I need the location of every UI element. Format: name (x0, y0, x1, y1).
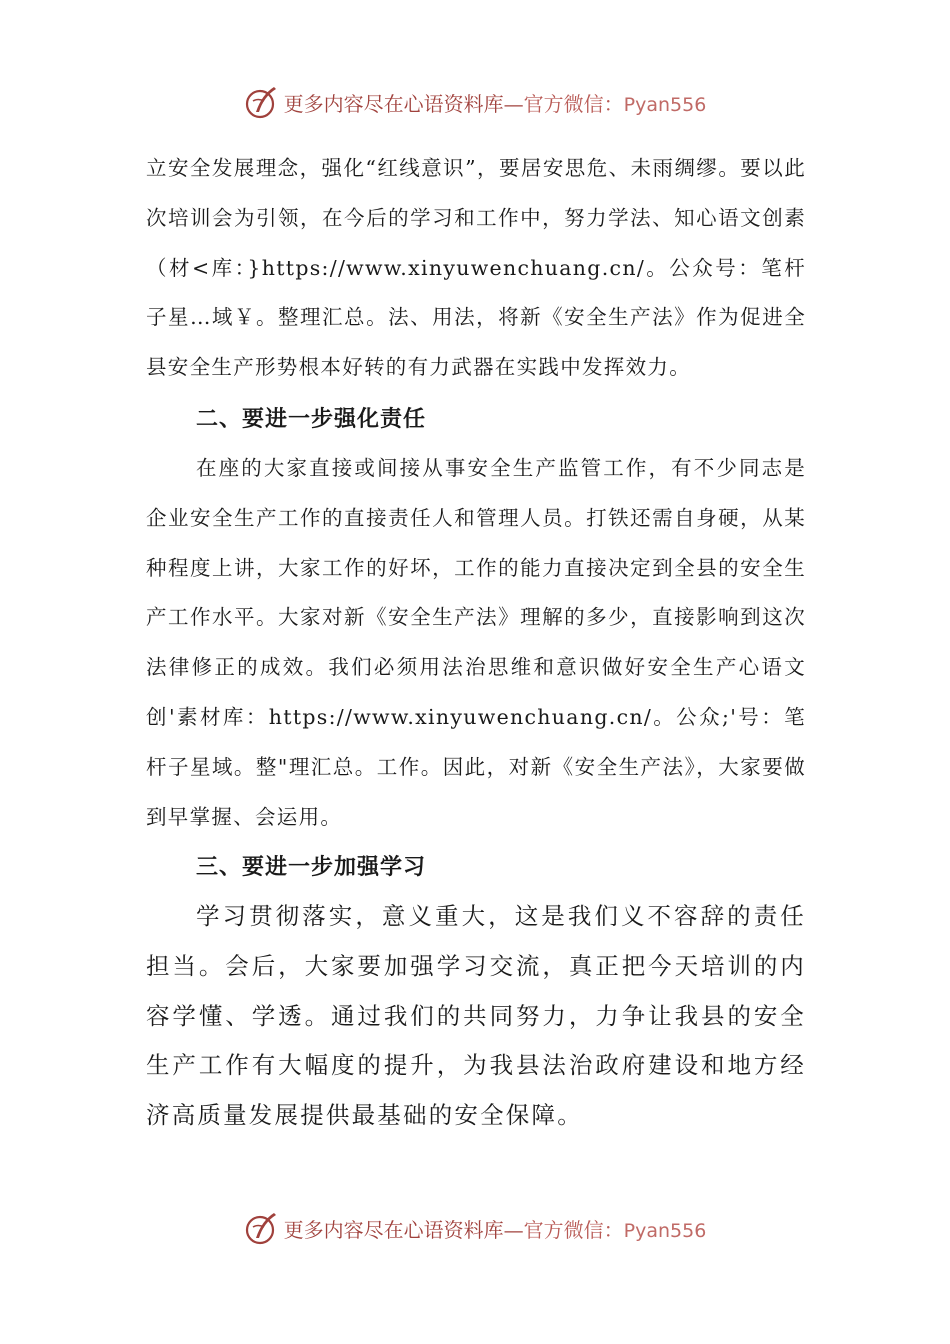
header-watermark-banner (0, 82, 950, 122)
footer-watermark-banner (0, 1208, 950, 1248)
banner-text (284, 1214, 707, 1243)
banner-dash: — (503, 1217, 524, 1242)
banner-wechat-label: 官方微信： (523, 1217, 624, 1242)
banner-main-text: 更多内容尽在心语资料库 (283, 1217, 504, 1242)
banner-wechat-label: 官方微信： (523, 91, 624, 116)
paragraph-3: 学习贯彻落实，意义重大，这是我们义不容辞的责任担当。会后，大家要加强学习交流，真正把今天培训的内容学懂、学透。通过我们的共同努力，力争让我县的安全生产工作有大幅度的提升，为我县法治政府建设和地方经济高质量发展提供最基础的安全保障。 (146, 902, 806, 1130)
banner-text (284, 88, 707, 117)
banner-wechat-id: Pyan556 (623, 1219, 707, 1242)
section-heading-3: 三、要进一步加强学习 (196, 855, 427, 880)
paragraph-1: 立安全发展理念，强化“红线意识”，要居安思危、未雨绸缪。要以此次培训会为引领，在今后的学习和工作中，努力学法、知心语文创素（材<库：}https://www.xinyuwenchuang.cn/。公众号：笔杆子星…域￥。整理汇总。法、用法，将新《安全生产法》作为促进全县安全生产形势根本好转的有力武器在实践中发挥效力。 (146, 156, 806, 380)
quill-logo-icon (244, 1210, 280, 1246)
banner-dash: — (503, 91, 524, 116)
banner-main-text: 更多内容尽在心语资料库 (283, 91, 504, 116)
banner-wechat-id: Pyan556 (623, 93, 707, 116)
section-heading-2: 二、要进一步强化责任 (196, 407, 427, 432)
paragraph-2: 在座的大家直接或间接从事安全生产监管工作，有不少同志是企业安全生产工作的直接责任人和管理人员。打铁还需自身硬，从某种程度上讲，大家工作的好坏，工作的能力直接决定到全县的安全生产工作水平。大家对新《安全生产法》理解的多少，直接影响到这次法律修正的成效。我们必须用法治思维和意识做好安全生产心语文创'素材库：https://www.xinyuwenchuang.cn/。公众;'号：笔杆子星域。整"理汇总。工作。因此，对新《安全生产法》，大家要做到早掌握、会运用。 (146, 456, 806, 829)
quill-logo-icon (244, 84, 280, 120)
